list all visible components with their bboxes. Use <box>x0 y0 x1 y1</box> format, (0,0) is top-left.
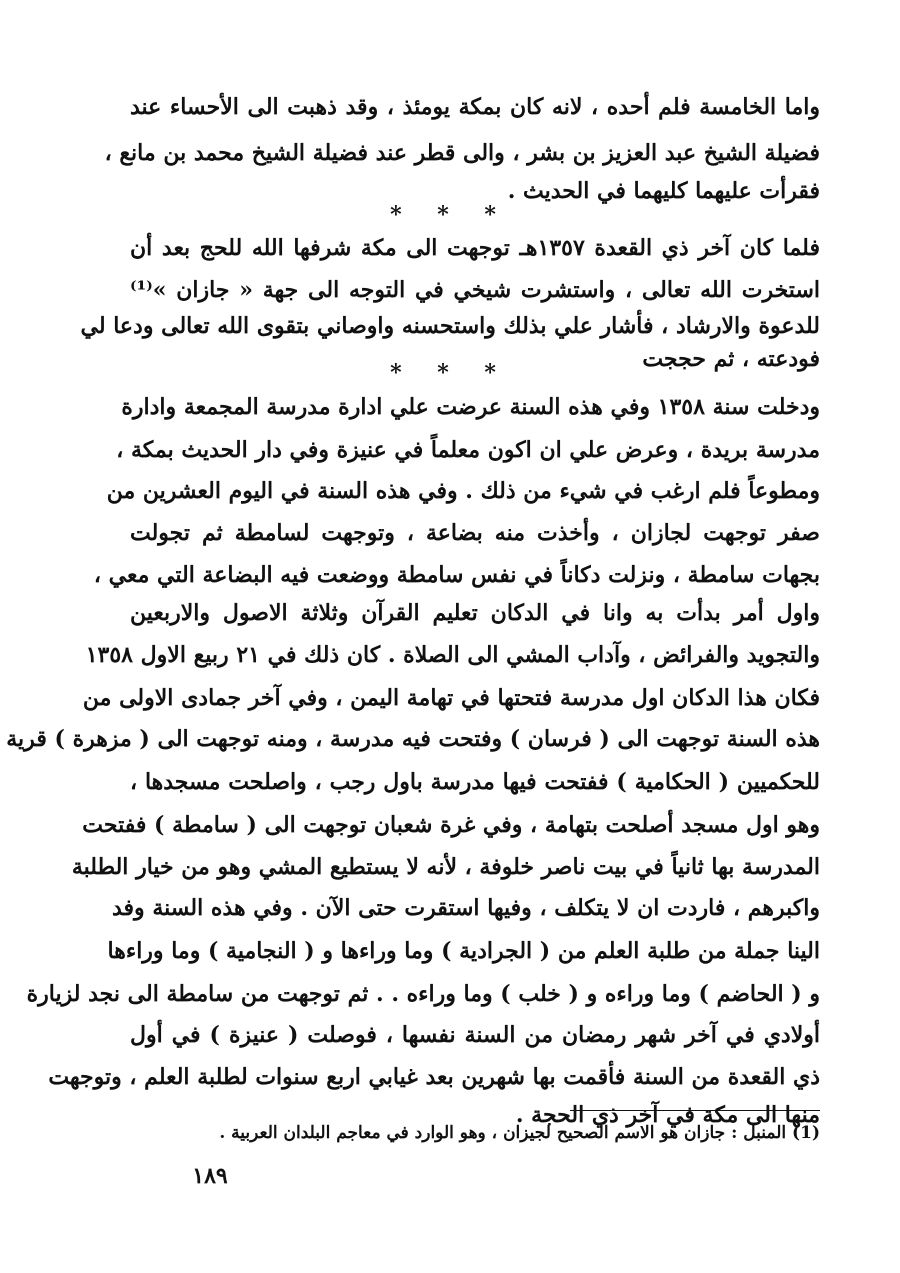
text-line-12: بجهات سامطة ، ونزلت دكاناً في نفس سامطة ووضعت فيه البضاعة التي معي ، <box>93 562 820 588</box>
text-line-21: الينا جملة من طلبة العلم من ( الجرادية ) وما وراءها و ( النجامية ) وما وراءها <box>107 938 820 964</box>
text-line-16: هذه السنة توجهت الى ( فرسان ) وفتحت فيه مدرسة ، ومنه توجهت الى ( مزهرة ) قرية <box>6 726 820 752</box>
text-line-15: فكان هذا الدكان اول مدرسة فتحتها في تهامة اليمن ، وفي آخر جمادى الاولى من <box>82 685 820 711</box>
text-line-19: المدرسة بها ثانياً في بيت ناصر خلوفة ، لأنه لا يستطيع المشي وهو من خيار الطلبة <box>71 854 820 880</box>
text-line-25: منها الى مكة في آخر ذي الحجة . <box>515 1102 820 1128</box>
text-line-17: للحكميين ( الحكامية ) ففتحت فيها مدرسة باول رجب ، واصلحت مسجدها ، <box>130 769 820 795</box>
text-line-2: فضيلة الشيخ عبد العزيز بن بشر ، والى قطر عند فضيلة الشيخ محمد بن مانع ، <box>104 140 820 166</box>
text-line-22: و ( الحاضم ) وما وراءه و ( خلب ) وما وراءه . . ثم توجهت من سامطة الى نجد لزيارة <box>26 981 820 1007</box>
text-line-4: فلما كان آخر ذي القعدة ١٣٥٧هـ توجهت الى مكة شرفها الله للحج بعد أن <box>130 235 820 261</box>
section-separator-2: * * * <box>390 360 510 386</box>
text-line-24: ذي القعدة من السنة فأقمت بها شهرين بعد غيابي اربع سنوات لطلبة العلم ، وتوجهت <box>48 1064 820 1090</box>
section-separator-1: * * * <box>390 202 510 228</box>
text-line-1: واما الخامسة فلم أحده ، لانه كان بمكة يومئذ ، وقد ذهبت الى الأحساء عند <box>130 94 820 120</box>
text-line-6: للدعوة والارشاد ، فأشار علي بذلك واستحسنه واوصاني بتقوى الله تعالى ودعا لي <box>80 313 820 339</box>
text-line-10: ومطوعاً فلم ارغب في شيء من ذلك . وفي هذه السنة في اليوم العشرين من <box>106 478 820 504</box>
text-line-18: وهو اول مسجد أصلحت بتهامة ، وفي غرة شعبان توجهت الى ( سامطة ) ففتحت <box>82 812 820 838</box>
text-line-23: أولادي في آخر شهر رمضان من السنة نفسها ، فوصلت ( عنيزة ) في أول <box>130 1022 820 1048</box>
page-number: ١٨٩ <box>192 1163 228 1189</box>
footnote: (1) المنبل : جازان هو الاسم الصحيح لجيزان ، وهو الوارد في معاجم البلدان العربية . <box>219 1123 820 1143</box>
text-line-3: فقرأت عليهما كليهما في الحديث . <box>507 178 820 204</box>
text-line-13: واول أمر بدأت به وانا في الدكان تعليم القرآن وثلاثة الاصول والاربعين <box>130 600 820 626</box>
text-line-7: فودعته ، ثم حججت <box>642 346 820 372</box>
footnote-rule <box>570 1110 820 1111</box>
text-line-8: ودخلت سنة ١٣٥٨ وفي هذه السنة عرضت علي ادارة مدرسة المجمعة وادارة <box>121 394 820 420</box>
text-line-9: مدرسة بريدة ، وعرض علي ان اكون معلماً في عنيزة وفي دار الحديث بمكة ، <box>116 437 820 463</box>
text-line-20: واكبرهم ، فاردت ان لا يتكلف ، وفيها استقرت حتى الآن . وفي هذه السنة وفد <box>111 895 820 921</box>
text-line-11: صفر توجهت لجازان ، وأخذت منه بضاعة ، وتوجهت لسامطة ثم تجولت <box>130 520 820 546</box>
text-line-14: والتجويد والفرائض ، وآداب المشي الى الصلاة . كان ذلك في ٢١ ربيع الاول ١٣٥٨ <box>85 642 820 668</box>
text-line-5: استخرت الله تعالى ، واستشرت شيخي في التوجه الى جهة « جازان »⁽¹⁾ <box>130 277 820 303</box>
